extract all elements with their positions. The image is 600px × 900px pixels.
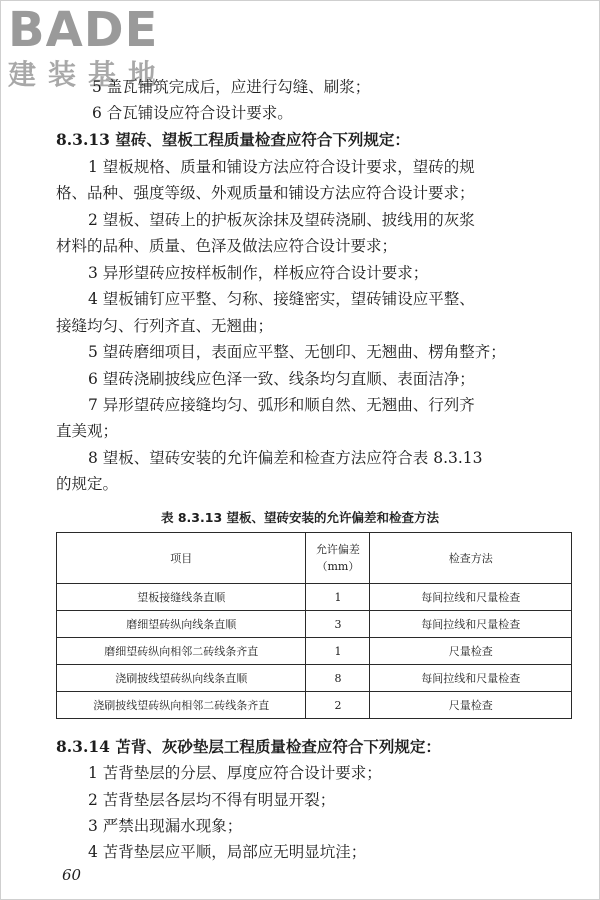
text-line: 7 异形望砖应接缝均匀、弧形和顺自然、无翘曲、行列齐 xyxy=(88,396,475,414)
text-line: 接缝均匀、行列齐直、无翘曲； xyxy=(56,317,274,335)
cell-tolerance: 2 xyxy=(306,692,370,719)
cell-method: 尺量检查 xyxy=(370,638,572,665)
cell-tolerance: 1 xyxy=(306,638,370,665)
cell-item: 磨细望砖纵向线条直顺 xyxy=(57,611,306,638)
text-line: 4 望板铺钉应平整、匀称、接缝密实，望砖铺设应平整、 xyxy=(88,290,475,308)
clause-heading: 8.3.13 望砖、望板工程质量检查应符合下列规定： xyxy=(56,130,410,149)
text-line: 2 望板、望砖上的护板灰涂抹及望砖浇刷、披线用的灰浆 xyxy=(88,211,475,229)
cell-item: 磨细望砖纵向相邻二砖线条齐直 xyxy=(57,638,306,665)
tolerance-table xyxy=(56,532,572,719)
text-line: 6 望砖浇刷披线应色泽一致、线条均匀直顺、表面洁净； xyxy=(88,370,475,388)
text-line: 的规定。 xyxy=(56,475,119,493)
header-tolerance-line2: （mm） xyxy=(316,560,360,573)
text-line: 5 盖瓦铺筑完成后，应进行勾缝、刷浆； xyxy=(92,78,371,96)
header-method: 检查方法 xyxy=(370,533,572,584)
text-line: 直美观； xyxy=(56,422,119,440)
clause-heading: 8.3.14 苫背、灰砂垫层工程质量检查应符合下列规定： xyxy=(56,737,441,756)
text-line: 1 苫背垫层的分层、厚度应符合设计要求； xyxy=(88,764,382,782)
cell-tolerance: 3 xyxy=(306,611,370,638)
cell-item: 望板接缝线条直顺 xyxy=(57,584,306,611)
cell-method: 每间拉线和尺量检查 xyxy=(370,584,572,611)
text-line: 4 苫背垫层应平顺，局部应无明显坑洼； xyxy=(88,843,367,861)
cell-item: 浇刷披线望砖纵向线条直顺 xyxy=(57,665,306,692)
table-row xyxy=(57,665,572,692)
text-line: 1 望板规格、质量和铺设方法应符合设计要求，望砖的规 xyxy=(88,158,475,176)
logo-word: BADE xyxy=(8,2,159,58)
cell-method: 每间拉线和尺量检查 xyxy=(370,665,572,692)
text-line: 2 苫背垫层各层均不得有明显开裂； xyxy=(88,791,336,809)
cell-method: 尺量检查 xyxy=(370,692,572,719)
page-number: 60 xyxy=(62,866,82,884)
header-tolerance xyxy=(306,533,370,584)
text-line: 格、品种、强度等级、外观质量和铺设方法应符合设计要求； xyxy=(56,184,475,202)
header-tolerance-line1: 允许偏差 xyxy=(315,543,360,556)
text-line: 3 严禁出现漏水现象； xyxy=(88,817,243,835)
text-line: 8 望板、望砖安装的允许偏差和检查方法应符合表 8.3.13 xyxy=(88,449,483,467)
table-row xyxy=(57,638,572,665)
cell-tolerance: 1 xyxy=(306,584,370,611)
text-line: 5 望砖磨细项目，表面应平整、无刨印、无翘曲、楞角整齐； xyxy=(88,343,506,361)
cell-tolerance: 8 xyxy=(306,665,370,692)
text-line: 3 异形望砖应按样板制作，样板应符合设计要求； xyxy=(88,264,429,282)
table-row xyxy=(57,584,572,611)
table-caption: 表 8.3.13 望板、望砖安装的允许偏差和检查方法 xyxy=(161,510,439,525)
text-line: 6 合瓦铺设应符合设计要求。 xyxy=(92,104,293,122)
text-line: 材料的品种、质量、色泽及做法应符合设计要求； xyxy=(56,237,398,255)
header-item: 项目 xyxy=(57,533,306,584)
cell-item: 浇刷披线望砖纵向相邻二砖线条齐直 xyxy=(57,692,306,719)
logo-subtitle: 建装基地 xyxy=(8,58,169,91)
table-header-row xyxy=(57,533,572,584)
table-row xyxy=(57,611,572,638)
cell-method: 每间拉线和尺量检查 xyxy=(370,611,572,638)
table-row xyxy=(57,692,572,719)
